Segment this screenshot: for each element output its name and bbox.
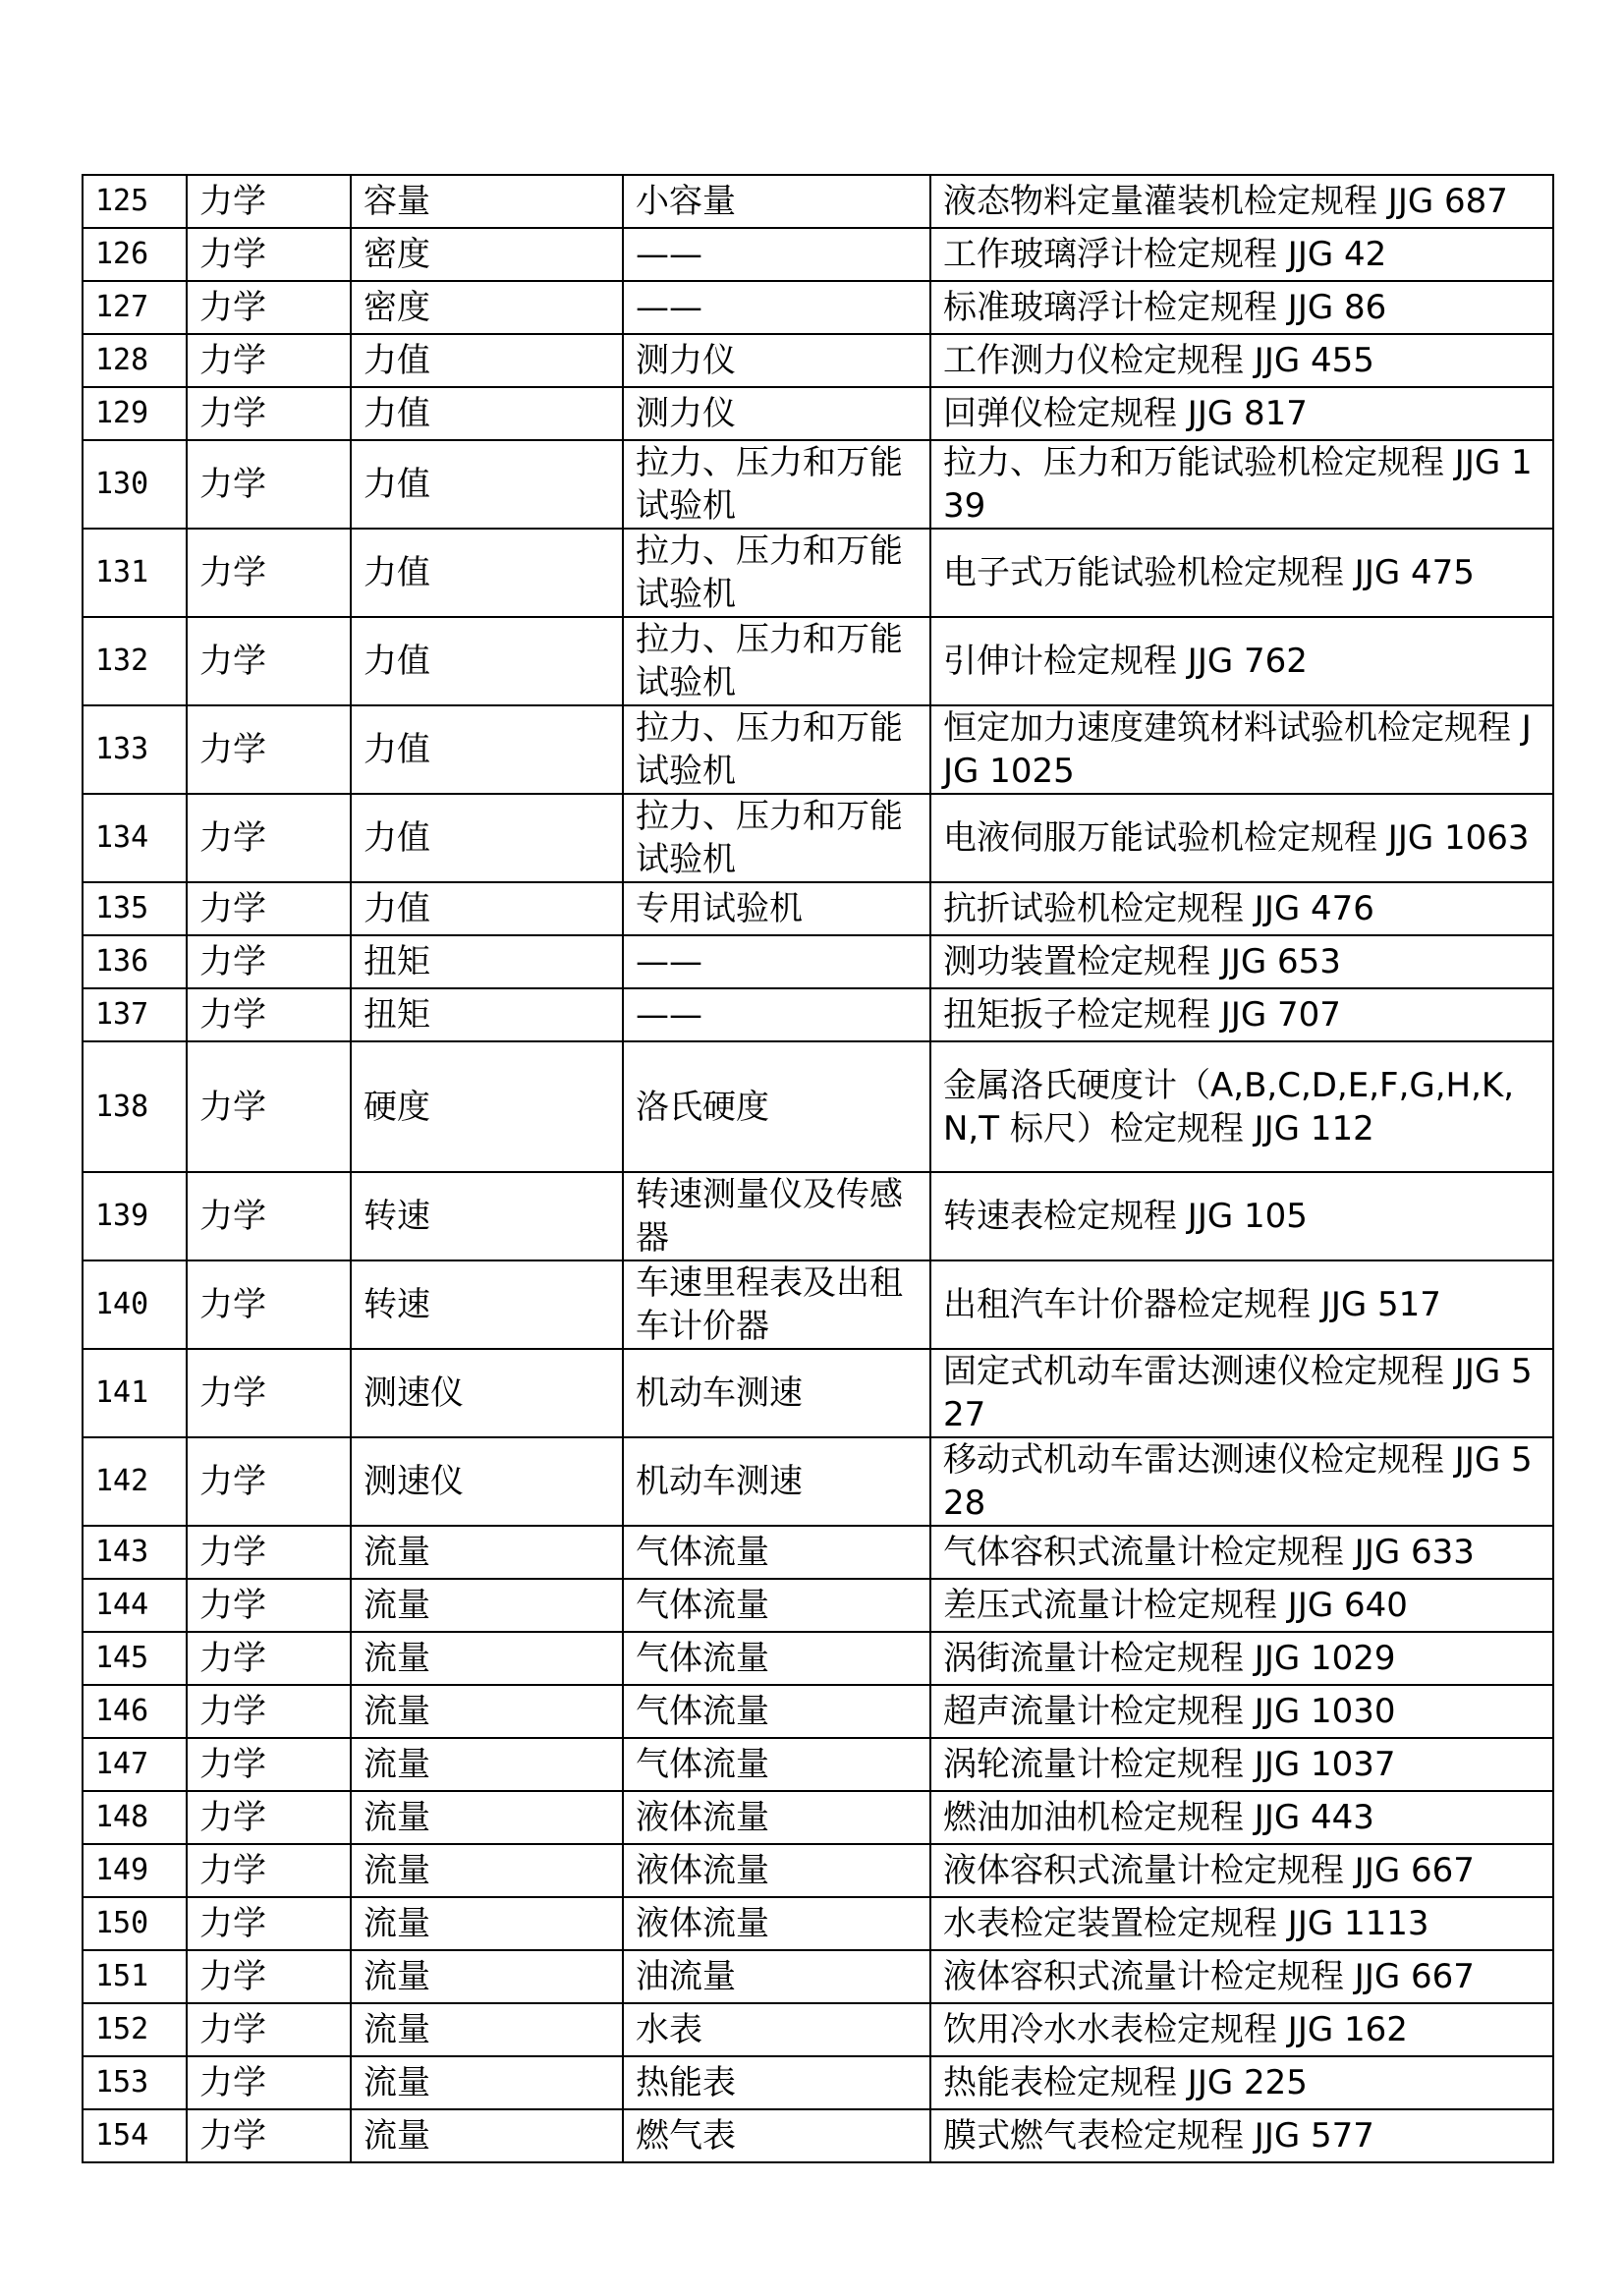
row-number: 127: [83, 281, 187, 334]
row-number: 143: [83, 1526, 187, 1579]
row-number: 153: [83, 2056, 187, 2109]
row-number: 128: [83, 334, 187, 387]
category-cell: 流量: [351, 1738, 623, 1791]
field-cell: 力学: [187, 988, 351, 1041]
category-cell: 密度: [351, 228, 623, 281]
category-cell: 流量: [351, 1791, 623, 1844]
regulation-cell: 出租汽车计价器检定规程 JJG 517: [930, 1260, 1553, 1349]
row-number: 131: [83, 529, 187, 617]
field-cell: 力学: [187, 935, 351, 988]
row-number: 130: [83, 440, 187, 529]
row-number: 129: [83, 387, 187, 440]
regulation-cell: 膜式燃气表检定规程 JJG 577: [930, 2109, 1553, 2162]
row-number: 140: [83, 1260, 187, 1349]
regulation-cell: 液态物料定量灌装机检定规程 JJG 687: [930, 175, 1553, 228]
category-cell: 测速仪: [351, 1437, 623, 1526]
regulation-cell: 超声流量计检定规程 JJG 1030: [930, 1685, 1553, 1738]
field-cell: 力学: [187, 1172, 351, 1260]
table-row: [83, 1172, 1553, 1260]
table-row: [83, 1041, 1553, 1172]
category-cell: 流量: [351, 1632, 623, 1685]
field-cell: 力学: [187, 175, 351, 228]
subcategory-cell: ——: [623, 228, 930, 281]
field-cell: 力学: [187, 1685, 351, 1738]
subcategory-cell: 液体流量: [623, 1791, 930, 1844]
row-number: 126: [83, 228, 187, 281]
regulation-cell: 扭矩扳子检定规程 JJG 707: [930, 988, 1553, 1041]
category-cell: 流量: [351, 1526, 623, 1579]
row-number: 149: [83, 1844, 187, 1897]
table-row: [83, 334, 1553, 387]
category-cell: 扭矩: [351, 935, 623, 988]
field-cell: 力学: [187, 1579, 351, 1632]
category-cell: 流量: [351, 1844, 623, 1897]
row-number: 139: [83, 1172, 187, 1260]
subcategory-cell: 车速里程表及出租车计价器: [623, 1260, 930, 1349]
subcategory-cell: 热能表: [623, 2056, 930, 2109]
category-cell: 力值: [351, 334, 623, 387]
row-number: 134: [83, 794, 187, 882]
category-cell: 转速: [351, 1172, 623, 1260]
field-cell: 力学: [187, 1791, 351, 1844]
field-cell: 力学: [187, 1950, 351, 2003]
subcategory-cell: 测力仪: [623, 387, 930, 440]
table-row: [83, 2109, 1553, 2162]
subcategory-cell: 拉力、压力和万能试验机: [623, 440, 930, 529]
regulation-cell: 工作玻璃浮计检定规程 JJG 42: [930, 228, 1553, 281]
category-cell: 流量: [351, 1579, 623, 1632]
table-row: [83, 988, 1553, 1041]
subcategory-cell: 拉力、压力和万能试验机: [623, 794, 930, 882]
field-cell: 力学: [187, 617, 351, 705]
category-cell: 密度: [351, 281, 623, 334]
regulation-cell: 液体容积式流量计检定规程 JJG 667: [930, 1950, 1553, 2003]
field-cell: 力学: [187, 529, 351, 617]
table-row: [83, 1844, 1553, 1897]
category-cell: 硬度: [351, 1041, 623, 1172]
row-number: 147: [83, 1738, 187, 1791]
table-row: [83, 1632, 1553, 1685]
regulation-cell: 固定式机动车雷达测速仪检定规程 JJG 527: [930, 1349, 1553, 1437]
table-row: [83, 794, 1553, 882]
field-cell: 力学: [187, 1526, 351, 1579]
regulation-cell: 燃油加油机检定规程 JJG 443: [930, 1791, 1553, 1844]
row-number: 154: [83, 2109, 187, 2162]
subcategory-cell: ——: [623, 935, 930, 988]
subcategory-cell: 气体流量: [623, 1685, 930, 1738]
table-row: [83, 1897, 1553, 1950]
subcategory-cell: 转速测量仪及传感器: [623, 1172, 930, 1260]
regulation-cell: 工作测力仪检定规程 JJG 455: [930, 334, 1553, 387]
table-row: [83, 1437, 1553, 1526]
subcategory-cell: 油流量: [623, 1950, 930, 2003]
subcategory-cell: 气体流量: [623, 1738, 930, 1791]
row-number: 148: [83, 1791, 187, 1844]
regulation-cell: 拉力、压力和万能试验机检定规程 JJG 139: [930, 440, 1553, 529]
regulation-cell: 气体容积式流量计检定规程 JJG 633: [930, 1526, 1553, 1579]
category-cell: 流量: [351, 2003, 623, 2056]
regulation-cell: 涡街流量计检定规程 JJG 1029: [930, 1632, 1553, 1685]
table-row: [83, 1685, 1553, 1738]
category-cell: 力值: [351, 529, 623, 617]
field-cell: 力学: [187, 1844, 351, 1897]
field-cell: 力学: [187, 334, 351, 387]
subcategory-cell: 小容量: [623, 175, 930, 228]
field-cell: 力学: [187, 1632, 351, 1685]
regulation-cell: 热能表检定规程 JJG 225: [930, 2056, 1553, 2109]
table-row: [83, 1791, 1553, 1844]
table-row: [83, 1260, 1553, 1349]
table-row: [83, 1950, 1553, 2003]
subcategory-cell: 气体流量: [623, 1579, 930, 1632]
regulation-cell: 引伸计检定规程 JJG 762: [930, 617, 1553, 705]
regulation-cell: 抗折试验机检定规程 JJG 476: [930, 882, 1553, 935]
regulation-cell: 水表检定装置检定规程 JJG 1113: [930, 1897, 1553, 1950]
category-cell: 流量: [351, 1950, 623, 2003]
row-number: 151: [83, 1950, 187, 2003]
table-row: [83, 387, 1553, 440]
category-cell: 力值: [351, 617, 623, 705]
subcategory-cell: 专用试验机: [623, 882, 930, 935]
regulation-cell: 标准玻璃浮计检定规程 JJG 86: [930, 281, 1553, 334]
subcategory-cell: 燃气表: [623, 2109, 930, 2162]
regulation-table: [82, 174, 1554, 2163]
table-row: [83, 1738, 1553, 1791]
regulation-cell: 液体容积式流量计检定规程 JJG 667: [930, 1844, 1553, 1897]
field-cell: 力学: [187, 1260, 351, 1349]
table-row: [83, 175, 1553, 228]
table-body: [83, 175, 1553, 2162]
table-row: [83, 440, 1553, 529]
subcategory-cell: 液体流量: [623, 1897, 930, 1950]
category-cell: 力值: [351, 387, 623, 440]
regulation-cell: 饮用冷水水表检定规程 JJG 162: [930, 2003, 1553, 2056]
subcategory-cell: 洛氏硬度: [623, 1041, 930, 1172]
regulation-cell: 移动式机动车雷达测速仪检定规程 JJG 528: [930, 1437, 1553, 1526]
category-cell: 容量: [351, 175, 623, 228]
table-row: [83, 617, 1553, 705]
row-number: 142: [83, 1437, 187, 1526]
regulation-cell: 测功装置检定规程 JJG 653: [930, 935, 1553, 988]
row-number: 125: [83, 175, 187, 228]
subcategory-cell: 测力仪: [623, 334, 930, 387]
document-page: [82, 174, 1552, 2163]
field-cell: 力学: [187, 794, 351, 882]
row-number: 150: [83, 1897, 187, 1950]
table-row: [83, 882, 1553, 935]
subcategory-cell: 拉力、压力和万能试验机: [623, 529, 930, 617]
field-cell: 力学: [187, 1897, 351, 1950]
row-number: 137: [83, 988, 187, 1041]
field-cell: 力学: [187, 2109, 351, 2162]
subcategory-cell: ——: [623, 988, 930, 1041]
regulation-cell: 电液伺服万能试验机检定规程 JJG 1063: [930, 794, 1553, 882]
table-row: [83, 281, 1553, 334]
category-cell: 力值: [351, 440, 623, 529]
category-cell: 扭矩: [351, 988, 623, 1041]
subcategory-cell: 机动车测速: [623, 1437, 930, 1526]
row-number: 135: [83, 882, 187, 935]
table-row: [83, 705, 1553, 794]
field-cell: 力学: [187, 281, 351, 334]
subcategory-cell: 气体流量: [623, 1632, 930, 1685]
field-cell: 力学: [187, 1437, 351, 1526]
subcategory-cell: 液体流量: [623, 1844, 930, 1897]
table-row: [83, 228, 1553, 281]
subcategory-cell: 机动车测速: [623, 1349, 930, 1437]
field-cell: 力学: [187, 440, 351, 529]
field-cell: 力学: [187, 1349, 351, 1437]
subcategory-cell: 拉力、压力和万能试验机: [623, 705, 930, 794]
category-cell: 力值: [351, 705, 623, 794]
category-cell: 流量: [351, 1685, 623, 1738]
category-cell: 流量: [351, 1897, 623, 1950]
subcategory-cell: 水表: [623, 2003, 930, 2056]
subcategory-cell: ——: [623, 281, 930, 334]
table-row: [83, 2003, 1553, 2056]
row-number: 146: [83, 1685, 187, 1738]
regulation-cell: 转速表检定规程 JJG 105: [930, 1172, 1553, 1260]
row-number: 136: [83, 935, 187, 988]
category-cell: 力值: [351, 794, 623, 882]
row-number: 144: [83, 1579, 187, 1632]
subcategory-cell: 气体流量: [623, 1526, 930, 1579]
regulation-cell: 电子式万能试验机检定规程 JJG 475: [930, 529, 1553, 617]
table-row: [83, 935, 1553, 988]
field-cell: 力学: [187, 882, 351, 935]
table-row: [83, 1349, 1553, 1437]
row-number: 152: [83, 2003, 187, 2056]
category-cell: 流量: [351, 2056, 623, 2109]
table-row: [83, 1579, 1553, 1632]
field-cell: 力学: [187, 228, 351, 281]
row-number: 138: [83, 1041, 187, 1172]
table-row: [83, 1526, 1553, 1579]
regulation-cell: 金属洛氏硬度计（A,B,C,D,E,F,G,H,K,N,T 标尺）检定规程 JJG 112: [930, 1041, 1553, 1172]
regulation-cell: 恒定加力速度建筑材料试验机检定规程 JJG 1025: [930, 705, 1553, 794]
row-number: 145: [83, 1632, 187, 1685]
category-cell: 流量: [351, 2109, 623, 2162]
table-row: [83, 2056, 1553, 2109]
category-cell: 力值: [351, 882, 623, 935]
row-number: 141: [83, 1349, 187, 1437]
field-cell: 力学: [187, 2003, 351, 2056]
field-cell: 力学: [187, 705, 351, 794]
row-number: 132: [83, 617, 187, 705]
regulation-cell: 回弹仪检定规程 JJG 817: [930, 387, 1553, 440]
field-cell: 力学: [187, 1738, 351, 1791]
regulation-cell: 涡轮流量计检定规程 JJG 1037: [930, 1738, 1553, 1791]
field-cell: 力学: [187, 2056, 351, 2109]
subcategory-cell: 拉力、压力和万能试验机: [623, 617, 930, 705]
field-cell: 力学: [187, 387, 351, 440]
regulation-cell: 差压式流量计检定规程 JJG 640: [930, 1579, 1553, 1632]
category-cell: 测速仪: [351, 1349, 623, 1437]
field-cell: 力学: [187, 1041, 351, 1172]
row-number: 133: [83, 705, 187, 794]
table-row: [83, 529, 1553, 617]
category-cell: 转速: [351, 1260, 623, 1349]
